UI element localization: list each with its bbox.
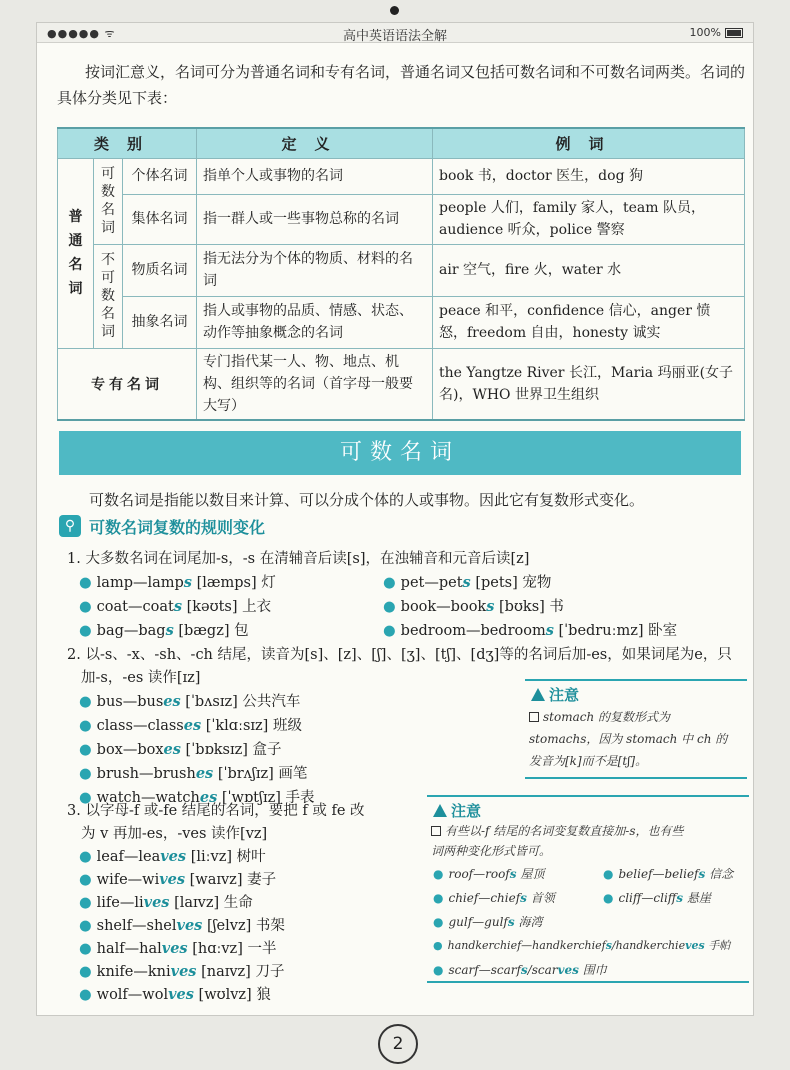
example-base: handkerchief—handkerchief (447, 939, 606, 952)
example-suffix: ves (168, 986, 194, 1003)
example-item (79, 960, 284, 981)
example-suffix: s (486, 598, 495, 615)
example-pron: [waɪvz] 妻子 (189, 872, 277, 888)
example-base: cliff—cliff (618, 891, 677, 905)
example-item (383, 595, 564, 616)
example-pron: [ˈbɒksɪz] 盒子 (185, 742, 282, 758)
bullet-icon: ● (433, 867, 444, 881)
example-suffix: s (605, 939, 612, 952)
example-gloss: 信念 (709, 867, 734, 881)
example-gloss: 手帕 (708, 939, 731, 952)
rule-2-line-2: 加-s，-es 读作[ɪz] (81, 670, 201, 686)
example-suffix: es (183, 717, 202, 734)
example-suffix: s (462, 574, 471, 591)
example-item (79, 891, 253, 912)
example-pron: [laɪvz] 生命 (174, 895, 253, 911)
note-title (433, 800, 481, 821)
example-base: shelf—shel (96, 918, 177, 934)
note-example (433, 913, 542, 930)
note-example (433, 889, 555, 906)
example-suffix: ves (170, 963, 197, 980)
subtype-cell: 个体名词 (123, 158, 197, 194)
example-item (383, 619, 677, 640)
note-box-stomach (525, 679, 747, 779)
example-base: coat—coat (96, 599, 174, 615)
example-suffix: s (676, 891, 684, 905)
example-item (79, 845, 266, 866)
camera-dot (390, 6, 399, 15)
example-item (383, 571, 551, 592)
example-suffix: ves (161, 940, 188, 957)
bullet-icon: ● (433, 915, 444, 929)
note-line (529, 707, 670, 727)
bullet-icon: ● (79, 918, 92, 934)
example-pron: [ˈklɑːsɪz] 班级 (205, 718, 302, 734)
note-line: 词两种变化形式皆可。 (431, 844, 552, 858)
bullet-icon: ● (603, 867, 614, 881)
chapter-banner: 可数名词 (59, 431, 741, 475)
bullet-icon: ● (383, 599, 396, 615)
table-header-row (58, 128, 745, 158)
example-gloss: 海湾 (518, 915, 543, 929)
bullet-icon: ● (79, 987, 92, 1003)
example-item (79, 714, 302, 735)
example-suffix: es (163, 693, 181, 710)
example-suffix: ves (557, 963, 579, 977)
example-suffix: es (195, 765, 214, 782)
bullet-icon: ● (79, 575, 92, 591)
example-pron: [læmps] 灯 (196, 575, 276, 591)
example-suffix: ves (685, 939, 705, 952)
example-pron: [pets] 宠物 (475, 575, 552, 591)
battery-icon (725, 28, 743, 38)
header-category: 类别 (58, 128, 197, 158)
example-pron: [kəʊts] 上衣 (186, 599, 272, 615)
example-base: class—class (96, 718, 184, 734)
example-base: belief—belief (618, 867, 699, 881)
example-pron: [ˈbrʌʃɪz] 画笔 (217, 766, 308, 782)
example-pron: [ʃelvz] 书架 (206, 918, 285, 934)
example-base: knife—kni (96, 964, 171, 980)
example-base: half—hal (96, 941, 162, 957)
bullet-icon: ● (433, 963, 444, 977)
example-pron: [liːvz] 树叶 (190, 849, 266, 865)
bullet-icon: ● (79, 742, 92, 758)
warning-icon (433, 804, 447, 817)
example-pron: [ˈbedruːmz] 卧室 (558, 623, 678, 639)
book-title: 高中英语语法全解 (342, 29, 447, 44)
table-row (58, 158, 745, 194)
bullet-icon: ● (79, 599, 92, 615)
example-item (79, 690, 300, 711)
example-suffix: s (698, 867, 706, 881)
example-suffix: s (520, 963, 528, 977)
example-pron: [hɑːvz] 一半 (192, 941, 277, 957)
note-title-text: 注意 (549, 686, 580, 704)
definition-cell: 指一群人或一些事物总称的名词 (197, 194, 433, 244)
example-item (79, 983, 271, 1004)
uncountable-label (94, 244, 123, 348)
example-pron: [wʊlvz] 狼 (198, 987, 271, 1003)
example-alt: /handkerchie (611, 939, 686, 952)
note-line: 发音为[k]而不是[tʃ]。 (529, 754, 648, 768)
example-base: roof—roof (448, 867, 510, 881)
example-alt: /scar (527, 963, 558, 977)
bullet-icon: ● (79, 941, 92, 957)
table-row (58, 194, 745, 244)
example-suffix: ves (160, 848, 187, 865)
example-base: leaf—lea (96, 849, 161, 865)
note-box-f-ending (427, 795, 749, 983)
example-suffix: s (520, 891, 527, 905)
example-item (79, 619, 249, 640)
note-line-text: stomach 的复数形式为 (543, 710, 671, 724)
example-base: brush—brush (96, 766, 196, 782)
example-cell: peace 和平，confidence 信心，anger 愤怒，freedom 自由，honesty 诚实 (433, 296, 745, 348)
bullet-icon: ● (433, 939, 443, 952)
definition-cell: 指无法分为个体的物质、材料的名词 (197, 244, 433, 296)
example-suffix: es (163, 741, 181, 758)
example-base: chief—chief (448, 891, 521, 905)
rule-1-text: 1. 大多数名词在词尾加-s，-s 在清辅音后读[s]，在浊辅音和元音后读[z] (67, 551, 530, 567)
example-base: scarf—scarf (448, 963, 521, 977)
bullet-icon: ● (603, 891, 614, 905)
table-row (58, 296, 745, 348)
note-line: stomachs，因为 stomach 中 ch 的 (529, 732, 728, 746)
definition-cell: 专门指代某一人、物、地点、机构、组织等的名词（首字母一般要大写） (197, 348, 433, 420)
note-example (433, 865, 544, 882)
example-item (79, 571, 276, 592)
example-base: wife—wi (96, 872, 160, 888)
example-suffix: ves (159, 871, 186, 888)
example-base: bag—bag (96, 623, 166, 639)
note-example (433, 961, 607, 978)
example-suffix: s (509, 867, 517, 881)
example-base: lamp—lamp (96, 575, 184, 591)
note-example (603, 889, 711, 906)
example-base: bus—bus (96, 694, 164, 710)
bullet-icon: ● (79, 872, 92, 888)
example-cell: people 人们，family 家人，team 队员，audience 听众，police 警察 (433, 194, 745, 244)
common-noun-label (58, 158, 94, 348)
example-item (79, 762, 307, 783)
note-line-text: 有些以-f 结尾的名词变复数直接加-s，也有些 (445, 824, 684, 838)
example-base: box—box (96, 742, 164, 758)
example-item (79, 868, 276, 889)
example-base: pet—pet (400, 575, 463, 591)
bullet-icon: ● (79, 964, 92, 980)
bullet-icon: ● (79, 790, 92, 806)
header-examples: 例词 (433, 128, 745, 158)
uncountable-text: 不可数名词 (101, 252, 115, 340)
proper-noun-label: 专有名词 (58, 348, 197, 420)
example-pron: [ˈbʌsɪz] 公共汽车 (185, 694, 301, 710)
table-row (58, 348, 745, 420)
signal-icon: ●●●●● ᯤ (47, 27, 116, 40)
example-suffix: s (545, 622, 554, 639)
example-item (79, 595, 271, 616)
example-cell: book 书，doctor 医生，dog 狗 (433, 158, 745, 194)
example-suffix: es (199, 789, 218, 806)
example-base: gulf—gulf (448, 915, 508, 929)
checkbox-icon (431, 826, 441, 836)
definition-cell: 指单个人或事物的名词 (197, 158, 433, 194)
countable-label (94, 158, 123, 244)
bullet-icon: ● (383, 623, 396, 639)
bullet-icon: ● (79, 718, 92, 734)
example-suffix: s (173, 598, 182, 615)
bullet-icon: ● (79, 766, 92, 782)
section-heading (59, 513, 359, 539)
example-pron: [bægz] 包 (178, 623, 249, 639)
note-example (603, 865, 733, 882)
page-number: 2 (378, 1024, 418, 1064)
example-suffix: s (165, 622, 174, 639)
intro-paragraph: 按词汇意义，名词可分为普通名词和专有名词，普通名词又包括可数名词和不可数名词两类。名词的具体分类见下表： (57, 63, 746, 107)
example-gloss: 悬崖 (686, 891, 711, 905)
bullet-icon: ● (79, 623, 92, 639)
section-title: 可数名词复数的规则变化 (89, 518, 266, 537)
subtype-cell: 集体名词 (123, 194, 197, 244)
note-example (433, 937, 730, 953)
rule-2-line-1: 2. 以-s、-x、-sh、-ch 结尾，读音为[s]、[z]、[ʃ]、[ʒ]、[tʃ]、[dʒ]等的名词后加-es，如果词尾为e，只 (67, 647, 732, 663)
header-definition: 定义 (197, 128, 433, 158)
magnifier-icon: ⚲ (59, 515, 81, 537)
bullet-icon: ● (79, 694, 92, 710)
bullet-icon: ● (79, 849, 92, 865)
noun-classification-table (57, 127, 745, 421)
example-gloss: 围巾 (582, 963, 607, 977)
example-cell: air 空气，fire 火，water 水 (433, 244, 745, 296)
example-item (79, 937, 276, 958)
example-suffix: s (507, 915, 515, 929)
checkbox-icon (529, 712, 539, 722)
countable-definition: 可数名词是指能以数目来计算、可以分成个体的人或事物。因此它有复数形式变化。 (89, 491, 645, 509)
note-line (431, 821, 684, 841)
common-noun-text: 普通名词 (68, 209, 83, 297)
bullet-icon: ● (79, 895, 92, 911)
bullet-icon: ● (383, 575, 396, 591)
example-pron: [bʊks] 书 (499, 599, 564, 615)
example-item (79, 914, 285, 935)
countable-text: 可数名词 (101, 166, 115, 236)
example-base: book—book (400, 599, 487, 615)
bullet-icon: ● (433, 891, 444, 905)
note-title-text: 注意 (451, 802, 482, 820)
rule-3-line-1: 3. 以字母-f 或-fe 结尾的名词，要把 f 或 fe 改 (67, 803, 365, 819)
example-base: life—li (96, 895, 144, 911)
example-pron: [ˈwɒtʃɪz] 手表 (221, 790, 315, 806)
definition-cell: 指人或事物的品质、情感、状态、动作等抽象概念的名词 (197, 296, 433, 348)
example-suffix: ves (143, 894, 170, 911)
note-title (531, 684, 579, 705)
example-base: bedroom—bedroom (400, 623, 546, 639)
example-suffix: s (183, 574, 192, 591)
subtype-cell: 抽象名词 (123, 296, 197, 348)
example-base: watch—watch (96, 790, 200, 806)
subtype-cell: 物质名词 (123, 244, 197, 296)
status-bar (37, 23, 753, 43)
example-base: wolf—wol (96, 987, 169, 1003)
table-row (58, 244, 745, 296)
example-gloss: 首领 (530, 891, 555, 905)
example-cell: the Yangtze River 长江，Maria 玛丽亚(女子名)，WHO 世界卫生组织 (433, 348, 745, 420)
battery-percent: 100% (689, 26, 721, 39)
warning-icon (531, 688, 545, 701)
example-suffix: ves (176, 917, 203, 934)
example-pron: [naɪvz] 刀子 (201, 964, 285, 980)
example-item (79, 738, 282, 759)
example-gloss: 屋顶 (520, 867, 545, 881)
screen (36, 22, 754, 1016)
rule-3-line-2: 为 v 再加-es，-ves 读作[vz] (81, 826, 268, 842)
